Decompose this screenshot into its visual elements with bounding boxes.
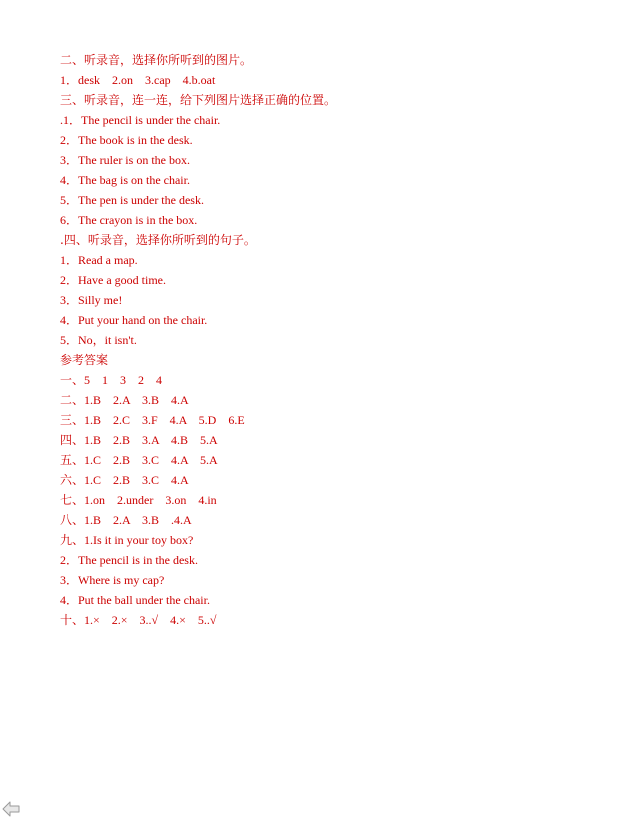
text-line: 1．Read a map.: [60, 253, 138, 267]
section-2-heading: 二、听录音，选择你所听到的图片。: [60, 53, 253, 67]
answer-line: 六、1.C 2.B 3.C 4.A: [60, 473, 189, 487]
section-4-heading: .四、听录音，选择你所听到的句子。: [60, 233, 256, 247]
text-line: .1．The pencil is under the chair.: [60, 113, 221, 127]
answer-line: 九、1.Is it in your toy box?: [60, 533, 194, 547]
text-line: 6．The crayon is in the box.: [60, 213, 198, 227]
answer-line: 一、5 1 3 2 4: [60, 373, 163, 387]
answer-line: 4．Put the ball under the chair.: [60, 593, 210, 607]
text-line: 1．desk 2.on 3.cap 4.b.oat: [60, 73, 216, 87]
text-line: 3．Silly me!: [60, 293, 123, 307]
text-line: 2．The book is in the desk.: [60, 133, 193, 147]
answer-key-heading: 参考答案: [60, 353, 109, 367]
answer-line: 十、1.× 2.× 3..√ 4.× 5..√: [60, 613, 217, 627]
text-line: 5．The pen is under the desk.: [60, 193, 204, 207]
text-line: 2．Have a good time.: [60, 273, 166, 287]
answer-line: 2．The pencil is in the desk.: [60, 553, 198, 567]
text-line: 4．Put your hand on the chair.: [60, 313, 208, 327]
document-body: [60, 50, 600, 630]
answer-line: 七、1.on 2.under 3.on 4.in: [60, 493, 217, 507]
text-line: 4．The bag is on the chair.: [60, 173, 190, 187]
answer-line: 3．Where is my cap?: [60, 573, 165, 587]
section-3-heading: 三、听录音，连一连，给下列图片选择正确的位置。: [60, 93, 337, 107]
back-arrow-icon[interactable]: [2, 800, 20, 818]
answer-line: 四、1.B 2.B 3.A 4.B 5.A: [60, 433, 218, 447]
answer-line: 五、1.C 2.B 3.C 4.A 5.A: [60, 453, 218, 467]
answer-line: 二、1.B 2.A 3.B 4.A: [60, 393, 189, 407]
answer-line: 三、1.B 2.C 3.F 4.A 5.D 6.E: [60, 413, 245, 427]
text-line: 3．The ruler is on the box.: [60, 153, 190, 167]
answer-line: 八、1.B 2.A 3.B .4.A: [60, 513, 192, 527]
text-line: 5．No，it isn't.: [60, 333, 137, 347]
